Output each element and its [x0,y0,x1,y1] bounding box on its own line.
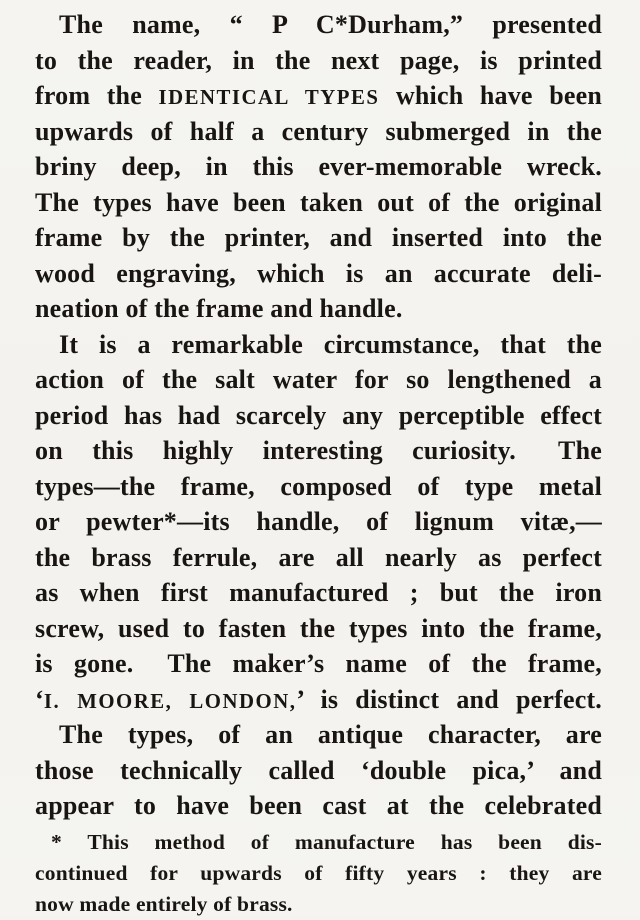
small-caps-segment: I. MOORE, LONDON, [43,689,297,713]
text-segment: action of the salt water for so lengthened a [35,365,602,394]
body-text-line [35,682,602,718]
text-segment: which have been [379,81,602,110]
text-segment: The name, “ P C*Durham,” presented [59,10,602,39]
text-segment: The types, of an antique character, are [59,720,602,749]
body-text-line [35,220,602,256]
text-segment: upwards of half a century submerged in the [35,116,602,146]
body-text-line [35,469,602,505]
small-caps-segment: IDENTICAL TYPES [158,86,380,109]
body-text-line [35,43,602,79]
body-text-line [35,7,602,43]
footnote-block [35,827,602,920]
text-segment: briny deep, in this ever-memorable wreck. [35,152,602,181]
text-segment: continued for upwards of fifty years : they are [35,860,602,885]
text-segment: to the reader, in the next page, is printed [35,45,602,75]
body-text-line [35,185,602,221]
text-segment: ’ is distinct and perfect. [296,684,603,714]
footnote-line [35,858,602,889]
body-text-line [35,114,602,150]
text-segment: those technically called ‘double pica,’ and [35,755,602,785]
text-segment: It is a remarkable circumstance, that the [59,329,602,359]
footnote-line [35,827,602,858]
text-segment: from the [35,81,159,110]
body-text-line [35,149,602,185]
text-segment: types—the frame, composed of type metal [35,471,602,501]
body-text-line [35,398,602,434]
body-text-line [35,753,602,789]
text-segment: is gone. The maker’s name of the frame, [35,649,602,678]
body-text-line [35,291,602,327]
body-text-line [35,433,602,469]
text-segment: on this highly interesting curiosity. The [35,436,602,465]
body-text-line [35,646,602,682]
body-text-line [35,327,602,363]
body-text-block [35,7,602,824]
text-segment: appear to have been cast at the celebrated [35,791,602,820]
text-segment: wood engraving, which is an accurate deli- [35,258,602,288]
text-segment: or pewter*—its handle, of lignum vitæ,— [35,507,602,536]
text-segment: ‘ [35,684,44,714]
footnote-line [35,889,602,920]
body-text-line [35,540,602,576]
body-text-line [35,575,602,611]
body-text-line [35,362,602,398]
body-text-line [35,611,602,647]
text-segment: the brass ferrule, are all nearly as perfect [35,542,602,572]
body-text-line [35,788,602,824]
text-segment: neation of the frame and handle. [35,294,403,323]
text-segment: period has had scarcely any perceptible effect [35,400,602,430]
text-segment: The types have been taken out of the original [35,187,602,217]
body-text-line [35,504,602,540]
text-segment: screw, used to fasten the types into the frame, [35,613,602,643]
body-text-line [35,78,602,114]
body-text-line [35,717,602,753]
text-segment: * This method of manufacture has been dis- [51,829,602,854]
text-segment: now made entirely of brass. [35,891,293,916]
text-segment: frame by the printer, and inserted into the [35,223,602,252]
text-segment: as when first manufactured ; but the iron [35,578,602,607]
body-text-line [35,256,602,292]
